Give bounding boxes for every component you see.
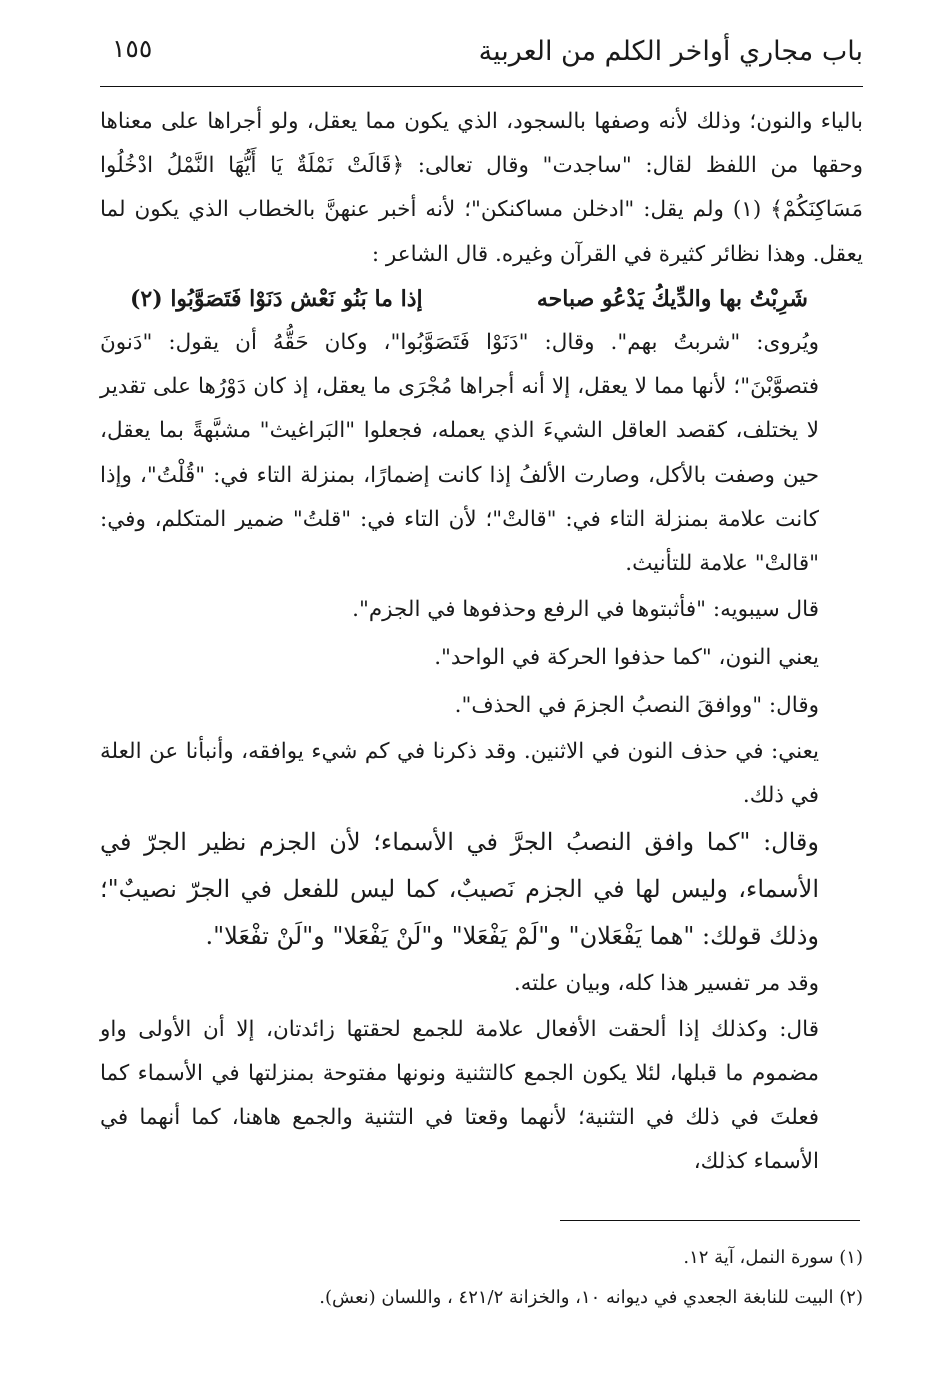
page-header: [100, 30, 863, 87]
sibawayh-quote-2: يعني النون، "كما حذفوا الحركة في الواحد".: [434, 645, 819, 671]
footnote-2: (٢) البيت للنابغة الجعدي في ديوانه ١٠، والخزانة ٤٢١/٢ ، واللسان (نعش).: [319, 1287, 863, 1308]
sibawayh-quote-1: قال سيبويه: "فأثبتوها في الرفع وحذفوها في الجزم".: [352, 597, 819, 623]
page-number: ١٥٥: [112, 34, 153, 63]
sibawayh-quote-3: وقال: "ووافقَ النصبُ الجزمَ في الحذف".: [454, 693, 819, 719]
footnote-1: (١) سورة النمل، آية ١٢.: [683, 1247, 863, 1268]
paragraph-3: يعني: في حذف النون في الاثنين. وقد ذكرنا في كم شيء يوافقه، وأنبأنا عن العلة في ذلك.: [100, 739, 819, 809]
paragraph-6: قال: وكذلك إذا ألحقت الأفعال علامة للجمع لحقتها زائدتان، إلا أن الأولى واو مضموم ما قبلها، لئلا يكون الجمع كالتثنية ونونها مفتوحة بمنزلتها في الأسماء كما فعلتَ في ذلك في التثنية؛ لأنهما وقعتا في التثنية والجمع هاهنا، كما أنهما في الأسماء كذلك،: [100, 1016, 819, 1175]
poetry-verse: [100, 277, 863, 321]
paragraph-2: ويُروى: "شربتُ بهم". وقال: "دَنَوْا فَتَصَوَّبُوا"، وكان حَقُّهُ أن يقول: "دَنونَ فتصوَّبْنَ"؛ لأنها مما لا يعقل، إلا أنه أجراها مُجْرَى ما يعقل، إذ كان دَوْرُها على تقدير لا يختلف، كقصد العاقل الشيءَ الذي يعمله، فجعلوا "البَراغيث" مشبَّهةً بما يعقل، حين وصفت بالأكل، وصارت الألفُ إذا كانت إضمارًا، بمنزلة التاء في: "قُلْتُ"، وإذا كانت علامة بمنزلة التاء في: "قالتْ"؛ لأن التاء في: "قلتُ" ضمير المتكلم، وفي: "قالتْ" علامة للتأنيث.: [100, 330, 820, 577]
running-title: باب مجاري أواخر الكلم من العربية: [478, 36, 863, 67]
verse-first-hemistich: شَرِبْتُ بها والدِّيكُ يَدْعُو صباحه: [536, 285, 808, 312]
paragraph-4: وقال: "كما وافق النصبُ الجرَّ في الأسماء؛ لأن الجزم نظير الجرّ في الأسماء، وليس لها في الجزم نَصيبٌ، كما ليس للفعل في الجرّ نصيبٌ"؛ وذلك قولك: "هما يَفْعَلان" و"لَمْ يَفْعَلا" و"لَنْ يَفْعَلا" و"لَنْ تفْعَلا".: [100, 827, 819, 950]
footnote-separator: [560, 1220, 860, 1221]
body-text: [100, 100, 863, 1184]
verse-second-hemistich: إذا ما بَنُو نَعْش دَنَوْا فَتَصَوَّبُوا (٢): [130, 285, 423, 312]
footnotes: [100, 1238, 863, 1318]
paragraph-1: بالياء والنون؛ وذلك لأنه وصفها بالسجود، الذي يكون مما يعقل، ولو أجراها على معناها وحقها من اللفظ لقال: "ساجدت" وقال تعالى: ﴿قَالَتْ نَمْلَةٌ يَا أَيُّهَا النَّمْلُ ادْخُلُوا مَسَاكِنَكُمْ﴾ (١) ولم يقل: "ادخلن مساكنكن"؛ لأنه أخبر عنهنَّ بالخطاب الذي يكون لما يعقل. وهذا نظائر كثيرة في القرآن وغيره. قال الشاعر :: [100, 109, 863, 267]
paragraph-5: وقد مر تفسير هذا كله، وبيان علته.: [513, 970, 819, 996]
